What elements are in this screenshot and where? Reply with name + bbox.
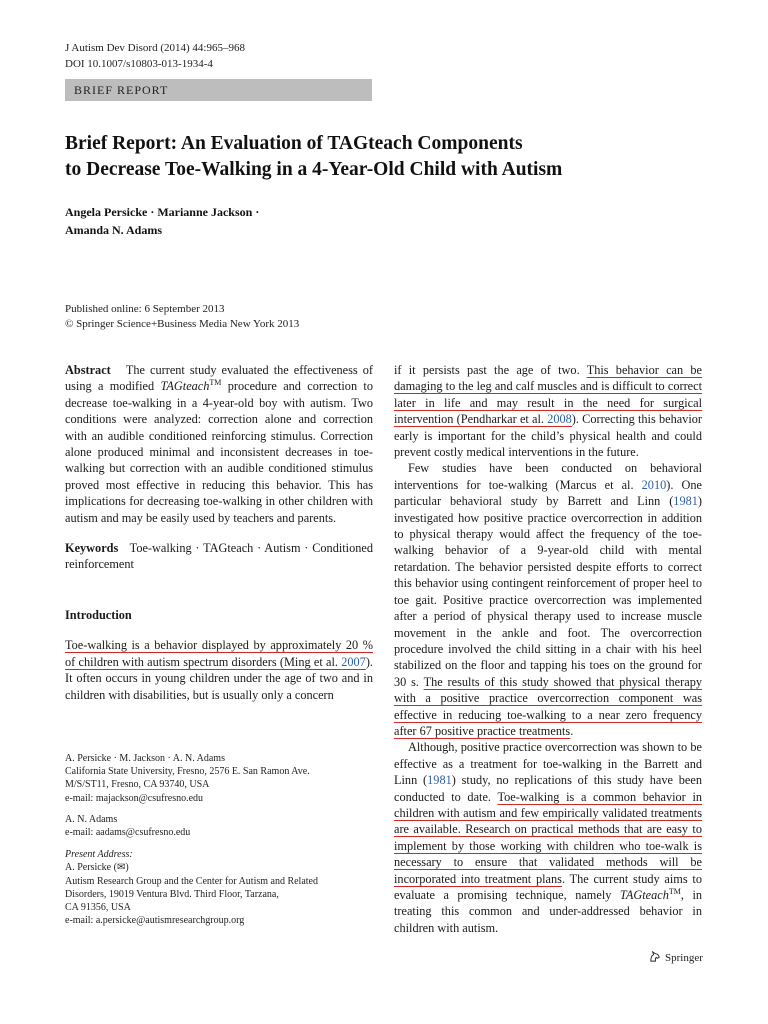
citation-link[interactable]: 2007 xyxy=(341,654,366,669)
citation-link[interactable]: 2008 xyxy=(547,412,572,427)
publisher-name: Springer xyxy=(665,952,703,964)
highlighted-sentence: Toe-walking is a behavior displayed by approximately 20 % of children with autism spectrum disorders (Ming et al. xyxy=(65,638,373,669)
affiliation-address: Disorders, 19019 Ventura Blvd. Third Floor, Tarzana, xyxy=(65,888,279,900)
right-paragraph-3: Although, positive practice overcorrection was shown to be effective as a treatment for toe-walking in the Barrett and Linn (1981) study, no replications of this study have been conducted to date. Toe-walking is a common behavior in children with autism and few empirically validated treatments are available. Research on practical methods that are easy to implement by those working with children who toe-walk is necessary to ensure that validated methods will be incorporated into treatment plans. The current study aims to evaluate a promising technique, namely TAGteach™, in treating this common and under-addressed behavior in children with autism. xyxy=(394,740,703,935)
highlighted-sentence: Toe-walking is a common behavior in children with autism and few empirically validated treatments are available. Research on practical methods that are easy to implement by those working with children who toe-walk is necessary to ensure that validated methods will be incorporated into treatment plans xyxy=(394,789,703,886)
copyright-line: © Springer Science+Business Media New York 2013 xyxy=(65,318,300,330)
left-column xyxy=(65,362,373,703)
springer-horse-icon xyxy=(648,950,661,966)
affiliation-names: A. N. Adams xyxy=(65,813,118,825)
right-column xyxy=(394,362,702,936)
introduction-heading: Introduction xyxy=(65,607,132,622)
right-paragraph-2: Few studies have been conducted on behavioral interventions for toe-walking (Marcus et al. 2010). One particular behavioral study by Barrett and Linn (1981) investigated how positive practice overcorrection in addition to physical therapy would affect the frequency of the toe-walking behavior of a 9-year-old child with mental retardation. The behavior persisted despite efforts to correct this behavior using contingent reinforcement of proper heel to toe gait. Positive practice overcorrection was implemented after a period of physical therapy used to increase muscle movement in the ankle and foot. The overcorrection procedure involved the child sitting in a chair with his heel stabilized on the floor and tapping his toes on the ground for 30 s. The results of this study showed that physical therapy with a positive practice overcorrection component was effective in reducing toe-walking to a near zero frequency after 67 positive practice treatments. xyxy=(394,461,702,738)
article-type-banner xyxy=(65,79,372,101)
keywords xyxy=(65,540,373,573)
keywords-text: Toe-walking · TAGteach · Autism · Conditioned reinforcement xyxy=(65,541,373,572)
affiliations xyxy=(65,752,385,927)
authors-line-1: Angela Persicke · Marianne Jackson · xyxy=(65,205,260,219)
envelope-icon: ✉ xyxy=(116,862,126,874)
abstract-label: Abstract xyxy=(65,363,111,377)
affiliation-address: Autism Research Group and the Center for Autism and Related xyxy=(65,875,318,887)
citation-link[interactable]: 2010 xyxy=(641,477,667,492)
title-line-1: Brief Report: An Evaluation of TAGteach Components xyxy=(65,133,523,154)
present-address-label: Present Address: xyxy=(65,849,133,861)
doi-line: DOI 10.1007/s10803-013-1934-4 xyxy=(65,58,213,70)
journal-header xyxy=(65,40,245,72)
highlighted-sentence: This behavior can be damaging to the leg and calf muscles and is difficult to correct later in life and may result in the need for surgical intervention (Pendharkar et al. xyxy=(394,363,702,427)
corresponding-author: A. Persicke (✉) xyxy=(65,862,129,874)
publisher-logo xyxy=(648,950,703,966)
affiliation-address: M/S/ST11, Fresno, CA 93740, USA xyxy=(65,779,210,791)
affiliation-address: California State University, Fresno, 2576 E. San Ramon Ave. xyxy=(65,766,310,778)
affiliation-address: CA 91356, USA xyxy=(65,902,131,914)
keywords-label: Keywords xyxy=(65,541,119,556)
title-line-2: to Decrease Toe-Walking in a 4-Year-Old Child with Autism xyxy=(65,159,563,180)
affiliation-email[interactable]: e-mail: a.persicke@autismresearchgroup.org xyxy=(65,915,245,927)
authors-line-2: Amanda N. Adams xyxy=(65,223,163,237)
highlighted-sentence: The results of this study showed that physical therapy with a positive practice overcorrection component was effective in reducing toe-walking to a near zero frequency after 67 positive practice treatments xyxy=(394,674,702,738)
paper-title xyxy=(65,131,715,183)
affiliation-names: A. Persicke · M. Jackson · A. N. Adams xyxy=(65,753,225,764)
introduction-paragraph: Toe-walking is a behavior displayed by approximately 20 % of children with autism spectrum disorders (Ming et al. 2007). It often occurs in young children under the age of two and in children with disabilities, but is usually only a concern xyxy=(65,638,373,702)
article-type-label: BRIEF REPORT xyxy=(74,83,169,97)
publication-info xyxy=(65,302,299,332)
journal-citation: J Autism Dev Disord (2014) 44:965–968 xyxy=(65,42,245,54)
published-date: Published online: 6 September 2013 xyxy=(65,303,225,315)
citation-link[interactable]: 1981 xyxy=(427,773,452,788)
author-list xyxy=(65,203,465,239)
citation-link[interactable]: 1981 xyxy=(673,494,698,509)
affiliation-email[interactable]: e-mail: aadams@csufresno.edu xyxy=(65,827,191,839)
affiliation-email[interactable]: e-mail: majackson@csufresno.edu xyxy=(65,792,204,804)
abstract: Abstract The current study evaluated the effectiveness of using a modified TAGteach™ procedure and correction to decrease toe-walking in a 4-year-old boy with autism. Two conditions were analyzed: correction alone and correction with an audible conditioned reinforcing stimulus. Correction alone produced minimal and inconsistent decreases in toe-walking but correction with an audible conditioned stimulus proved most effective in reducing this behavior. This has implications for decreasing toe-walking in other children with autism and may be easily used by teachers and parents. xyxy=(65,363,373,525)
right-paragraph-1: if it persists past the age of two. This behavior can be damaging to the leg and calf muscles and is difficult to correct later in life and may result in the need for surgical intervention (Pendharkar et al. 2008). Correcting this behavior early is important for the child’s physical health and could prevent costly medical interventions in the future. xyxy=(394,363,702,460)
